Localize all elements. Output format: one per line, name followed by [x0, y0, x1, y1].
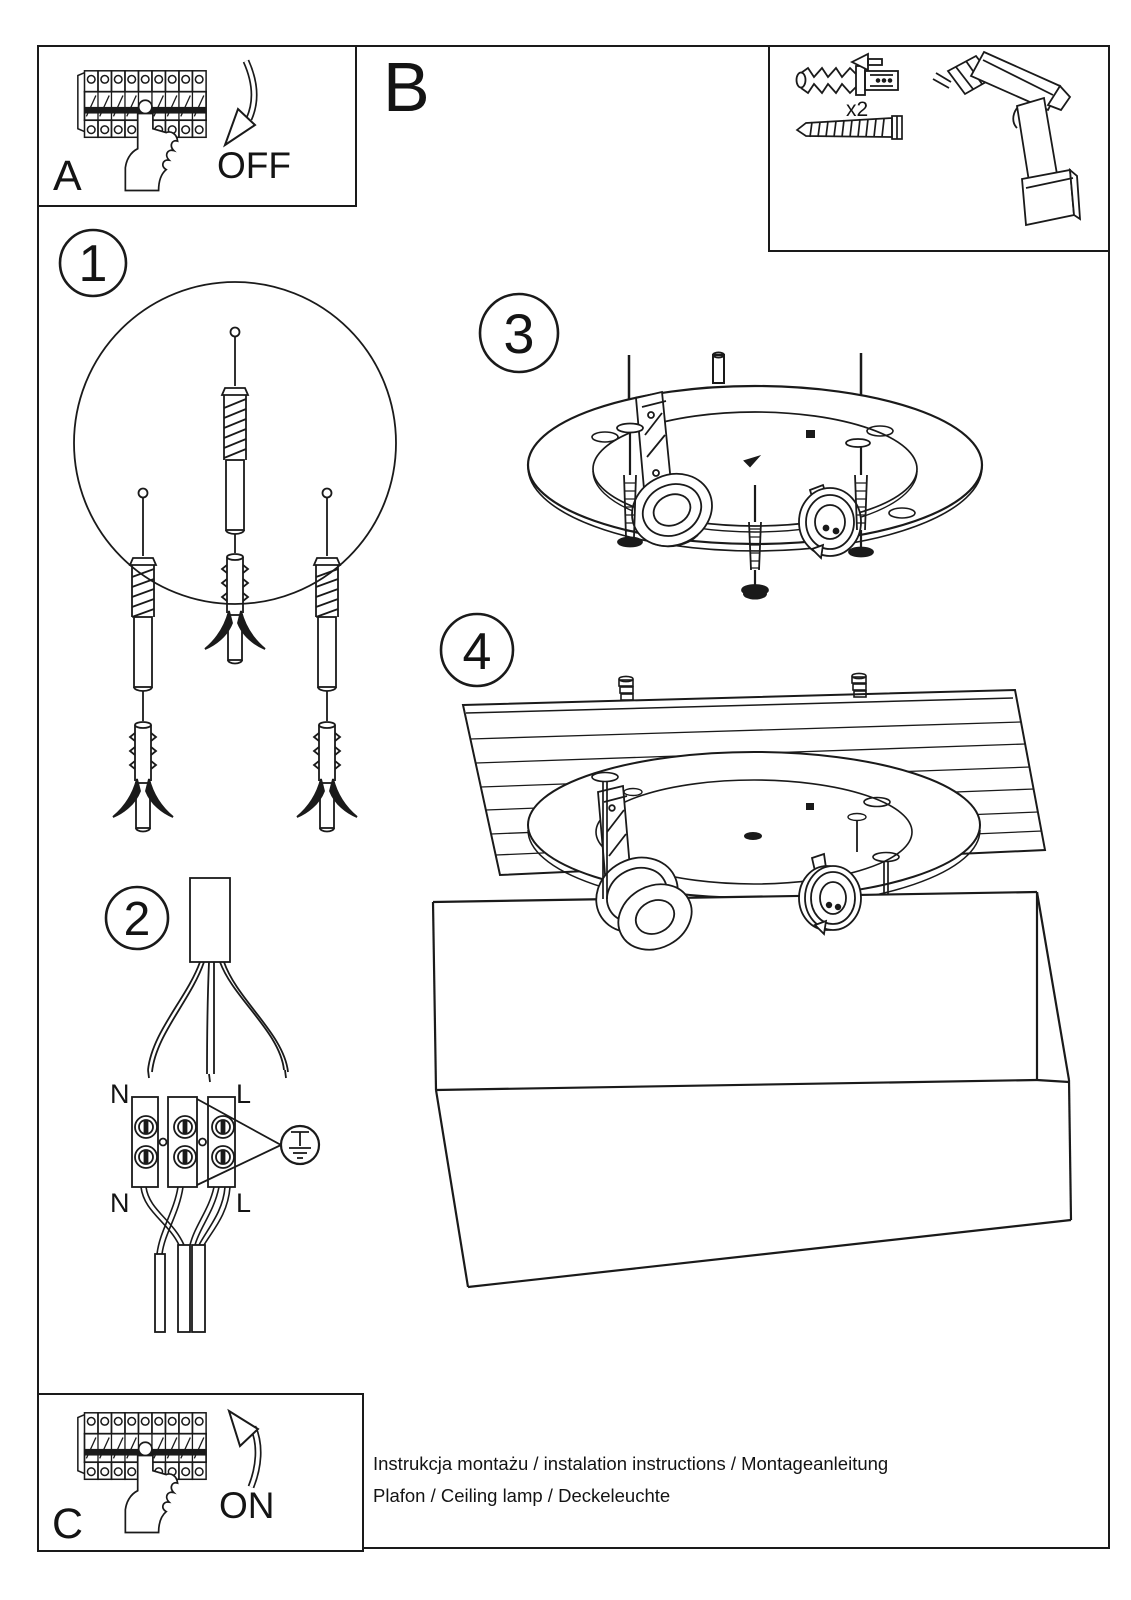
screw-tip [743, 580, 767, 600]
live-label-bottom: L [236, 1188, 252, 1218]
panel-c-power-on [37, 1393, 364, 1552]
anchor-quantity-label: x2 [846, 98, 869, 121]
neutral-label-bottom: N [110, 1188, 130, 1218]
step1-drilling-illustration [55, 215, 420, 840]
power-off-label: OFF [217, 145, 291, 186]
arrow-up-icon [229, 1411, 258, 1487]
arrow-down-icon [225, 61, 255, 145]
footer-title-line1: Instrukcja montażu / instalation instructions / Montageanleitung [373, 1453, 889, 1474]
screw-and-anchor [113, 489, 173, 832]
step4-shade-illustration [430, 580, 1110, 1300]
ground-symbol-icon [197, 1099, 319, 1185]
parts-required-box [768, 45, 1110, 252]
step-1-number: 1 [78, 235, 108, 293]
panel-c-label: C [52, 1500, 84, 1548]
screw-and-anchor [297, 489, 357, 832]
power-on-label: ON [219, 1485, 275, 1526]
step2-wiring-illustration [90, 860, 352, 1340]
wall-anchor-icon [797, 54, 899, 95]
drill-icon [933, 52, 1080, 225]
step-2-number: 2 [123, 893, 151, 946]
step-3-number: 3 [503, 302, 535, 365]
lamp-wires [141, 1187, 230, 1332]
breaker-off-illustration [39, 47, 355, 205]
lamp-shade-box [433, 892, 1071, 1287]
panel-a-label: A [53, 152, 82, 200]
parts-illustration [770, 47, 1108, 250]
supply-cable [148, 878, 288, 1082]
section-b-label: B [383, 48, 430, 126]
screw-and-anchor [205, 328, 265, 664]
footer-title-line2: Plafon / Ceiling lamp / Deckeleuchte [373, 1485, 671, 1506]
panel-a-power-off [37, 45, 357, 207]
live-label-top: L [236, 1079, 252, 1109]
step-4-number: 4 [462, 623, 492, 681]
breaker-on-illustration [39, 1395, 362, 1550]
neutral-label-top: N [110, 1079, 130, 1109]
mounting-plate [528, 752, 980, 907]
